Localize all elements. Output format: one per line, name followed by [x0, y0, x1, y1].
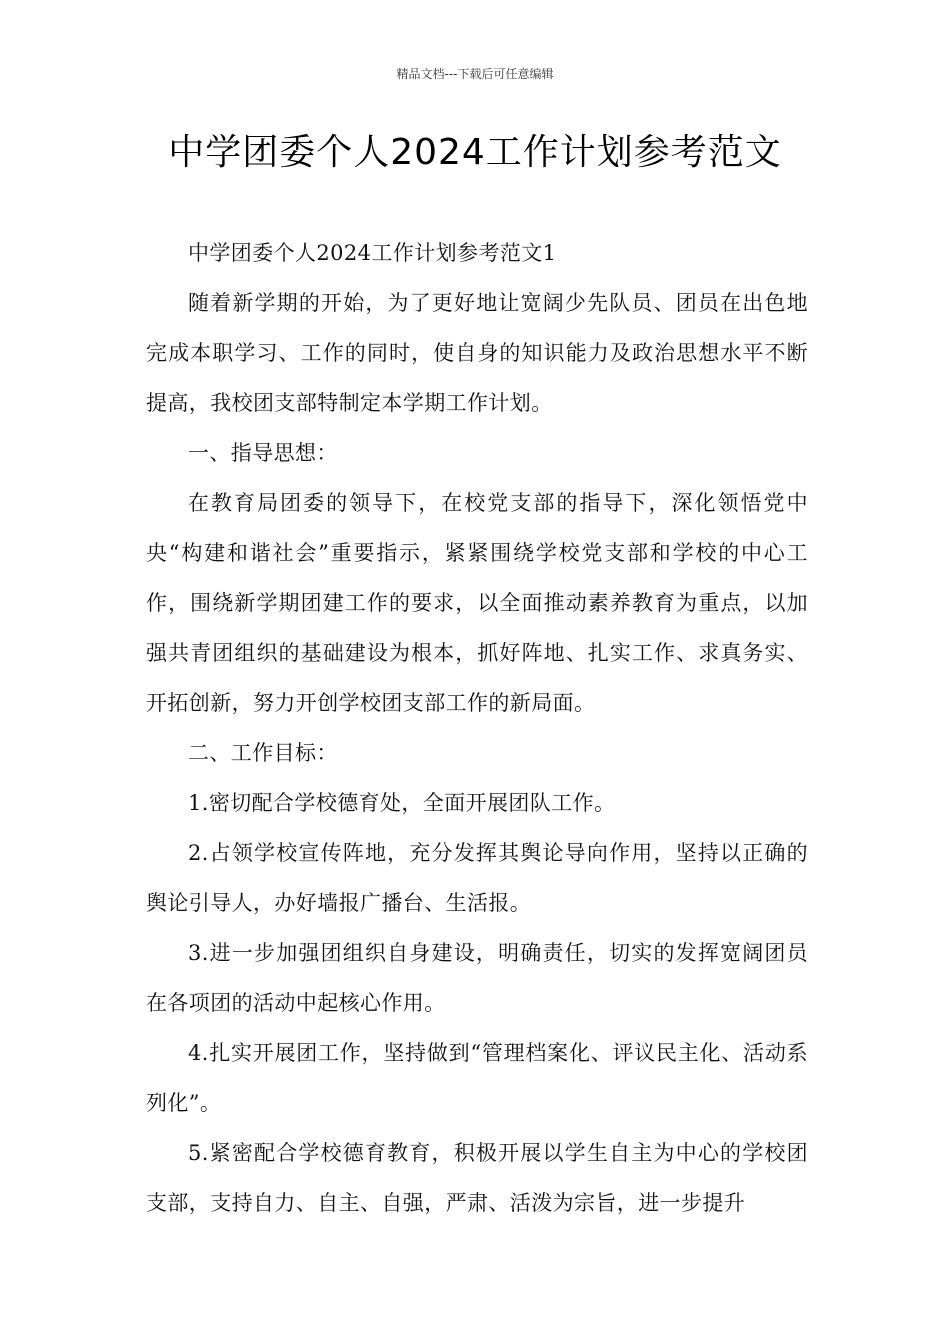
- page-header: 精品文档---下载后可任意编辑: [396, 67, 554, 81]
- document-title: 中学团委个人2024工作计划参考范文: [168, 132, 782, 173]
- document-body: [146, 228, 808, 1228]
- goal-item-1: 1.密切配合学校德育处，全面开展团队工作。: [188, 791, 616, 815]
- goal-item-2: 2.占领学校宣传阵地，充分发挥其舆论导向作用，坚持以正确的舆论引导人，办好墙报广播台、生活报。: [146, 841, 808, 915]
- section-heading-guiding-ideology: 一、指导思想：: [188, 441, 338, 465]
- subtitle-paragraph: 中学团委个人2024工作计划参考范文1: [188, 241, 557, 265]
- goal-item-4: 4.扎实开展团工作，坚持做到“管理档案化、评议民主化、活动系列化”。: [146, 1041, 808, 1115]
- intro-paragraph: 随着新学期的开始，为了更好地让宽阔少先队员、团员在出色地完成本职学习、工作的同时，使自身的知识能力及政治思想水平不断提高，我校团支部特制定本学期工作计划。: [146, 291, 808, 415]
- goal-item-5: 5.紧密配合学校德育教育，积极开展以学生自主为中心的学校团支部，支持自力、自主、自强，严肃、活泼为宗旨，进一步提升: [146, 1141, 808, 1215]
- guiding-ideology-paragraph: 在教育局团委的领导下，在校党支部的指导下，深化领悟党中央“构建和谐社会”重要指示，紧紧围绕学校党支部和学校的中心工作，围绕新学期团建工作的要求，以全面推动素养教育为重点，以加强共青团组织的基础建设为根本，抓好阵地、扎实工作、求真务实、开拓创新，努力开创学校团支部工作的新局面。: [146, 491, 808, 715]
- goal-item-3: 3.进一步加强团组织自身建设，明确责任，切实的发挥宽阔团员在各项团的活动中起核心作用。: [146, 941, 808, 1015]
- section-heading-work-goals: 二、工作目标：: [188, 741, 338, 765]
